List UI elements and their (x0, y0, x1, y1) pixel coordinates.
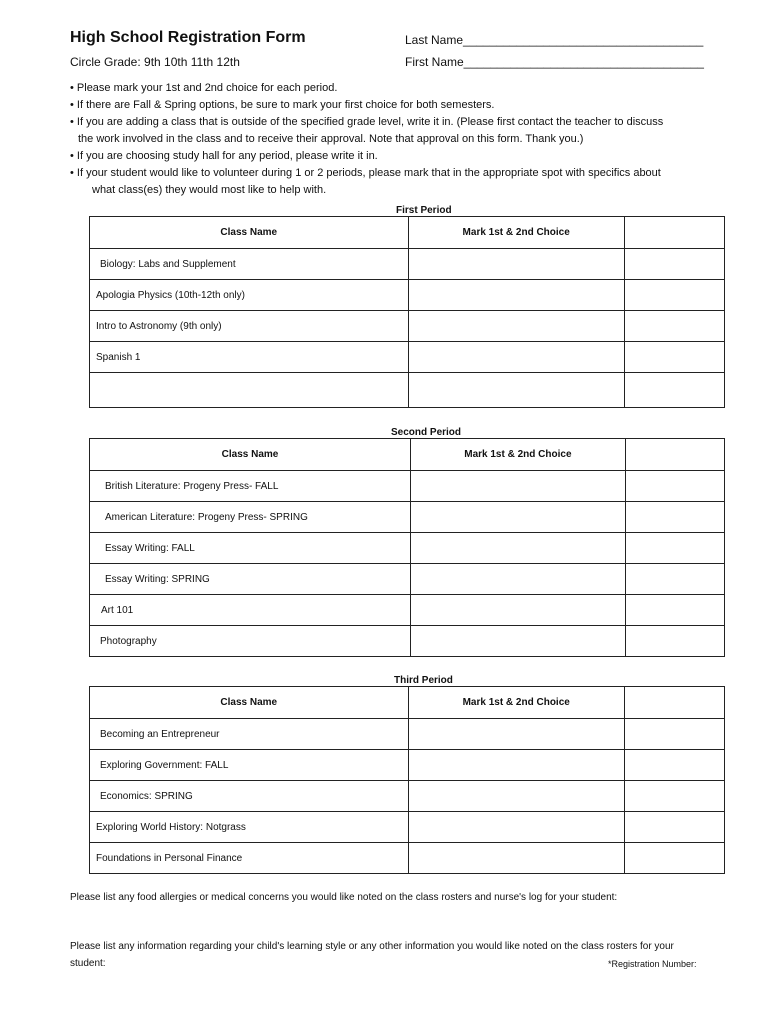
table-row (90, 812, 725, 843)
instructions-list (70, 80, 730, 199)
extra-cell[interactable] (625, 595, 724, 626)
instruction-item: • If you are choosing study hall for any period, please write it in. (70, 150, 378, 162)
instruction-item: what class(es) they would most like to help with. (92, 184, 327, 196)
table-row (90, 564, 725, 595)
extra-cell (624, 687, 724, 719)
choice-header: Mark 1st & 2nd Choice (408, 217, 624, 249)
choice-cell[interactable] (408, 843, 624, 874)
table-row (90, 843, 725, 874)
extra-cell[interactable] (625, 626, 724, 657)
choice-cell[interactable] (411, 564, 626, 595)
table-row (90, 533, 725, 564)
extra-cell[interactable] (625, 471, 724, 502)
first-period-title: First Period (396, 205, 452, 216)
instruction-item: • If there are Fall & Spring options, be sure to mark your first choice for both semesters. (70, 99, 495, 111)
choice-cell[interactable] (408, 719, 624, 750)
class-name-cell: Foundations in Personal Finance (90, 843, 409, 874)
class-name-cell: British Literature: Progeny Press- FALL (90, 471, 411, 502)
table-row (90, 311, 725, 342)
extra-cell[interactable] (624, 843, 724, 874)
class-name-cell: Biology: Labs and Supplement (90, 249, 409, 280)
choice-cell[interactable] (408, 373, 624, 408)
extra-cell[interactable] (624, 781, 724, 812)
class-name-cell: Apologia Physics (10th-12th only) (90, 280, 409, 311)
table-row (90, 471, 725, 502)
choice-header: Mark 1st & 2nd Choice (408, 687, 624, 719)
third-period-table (89, 686, 725, 874)
class-name-cell[interactable] (90, 373, 409, 408)
table-row (90, 719, 725, 750)
class-name-cell: Essay Writing: SPRING (90, 564, 411, 595)
class-name-cell: Exploring Government: FALL (90, 750, 409, 781)
class-name-cell: Photography (90, 626, 411, 657)
choice-cell[interactable] (408, 781, 624, 812)
circle-grade-label: Circle Grade: 9th 10th 11th 12th (70, 55, 240, 69)
learning-style-prompt: Please list any information regarding your child's learning style or any other information you would like noted on the class rosters for your (70, 941, 674, 952)
extra-cell[interactable] (624, 280, 724, 311)
choice-cell[interactable] (411, 626, 626, 657)
choice-cell[interactable] (411, 533, 626, 564)
class-name-cell: Essay Writing: FALL (90, 533, 411, 564)
class-name-header: Class Name (90, 687, 409, 719)
class-name-cell: Art 101 (90, 595, 411, 626)
extra-cell[interactable] (624, 373, 724, 408)
extra-cell[interactable] (624, 311, 724, 342)
extra-cell[interactable] (624, 750, 724, 781)
first-period-table (89, 216, 725, 408)
instruction-item: the work involved in the class and to receive their approval. Note that approval on this form. Thank you.) (78, 133, 584, 145)
choice-cell[interactable] (411, 471, 626, 502)
choice-cell[interactable] (411, 595, 626, 626)
extra-cell[interactable] (625, 533, 724, 564)
last-name-field[interactable]: Last Name____________________________________ (405, 33, 704, 47)
table-row (90, 342, 725, 373)
registration-number-label: *Registration Number: (608, 959, 697, 969)
table-row (90, 781, 725, 812)
class-name-cell: Exploring World History: Notgrass (90, 812, 409, 843)
table-row (90, 373, 725, 408)
extra-cell[interactable] (624, 812, 724, 843)
extra-cell[interactable] (625, 564, 724, 595)
second-period-title: Second Period (391, 427, 462, 438)
class-name-cell: Becoming an Entrepreneur (90, 719, 409, 750)
instruction-item: • If your student would like to volunteer during 1 or 2 periods, please mark that in the appropriate spot with specifics about (70, 167, 661, 179)
third-period-title: Third Period (394, 675, 453, 686)
class-name-cell: Spanish 1 (90, 342, 409, 373)
table-row (90, 502, 725, 533)
choice-cell[interactable] (408, 750, 624, 781)
extra-cell[interactable] (624, 719, 724, 750)
first-name-field[interactable]: First Name____________________________________ (405, 55, 704, 69)
class-name-cell: Intro to Astronomy (9th only) (90, 311, 409, 342)
choice-cell[interactable] (408, 311, 624, 342)
choice-cell[interactable] (408, 812, 624, 843)
table-row (90, 249, 725, 280)
class-name-header: Class Name (90, 217, 409, 249)
choice-cell[interactable] (411, 502, 626, 533)
instruction-item: • If you are adding a class that is outside of the specified grade level, write it in. (Please first contact the teacher to discuss (70, 116, 664, 128)
second-period-table (89, 438, 725, 657)
class-name-header: Class Name (90, 439, 411, 471)
table-row (90, 626, 725, 657)
student-label: student: (70, 958, 106, 969)
extra-cell (624, 217, 724, 249)
class-name-cell: American Literature: Progeny Press- SPRING (90, 502, 411, 533)
choice-cell[interactable] (408, 280, 624, 311)
choice-cell[interactable] (408, 249, 624, 280)
extra-cell (625, 439, 724, 471)
extra-cell[interactable] (624, 342, 724, 373)
choice-header: Mark 1st & 2nd Choice (411, 439, 626, 471)
extra-cell[interactable] (625, 502, 724, 533)
allergies-prompt: Please list any food allergies or medical concerns you would like noted on the class rosters and nurse's log for your student: (70, 892, 618, 903)
table-row (90, 595, 725, 626)
class-name-cell: Economics: SPRING (90, 781, 409, 812)
choice-cell[interactable] (408, 342, 624, 373)
extra-cell[interactable] (624, 249, 724, 280)
instruction-item: • Please mark your 1st and 2nd choice for each period. (70, 82, 338, 94)
form-title: High School Registration Form (70, 29, 306, 46)
table-row (90, 280, 725, 311)
table-row (90, 750, 725, 781)
